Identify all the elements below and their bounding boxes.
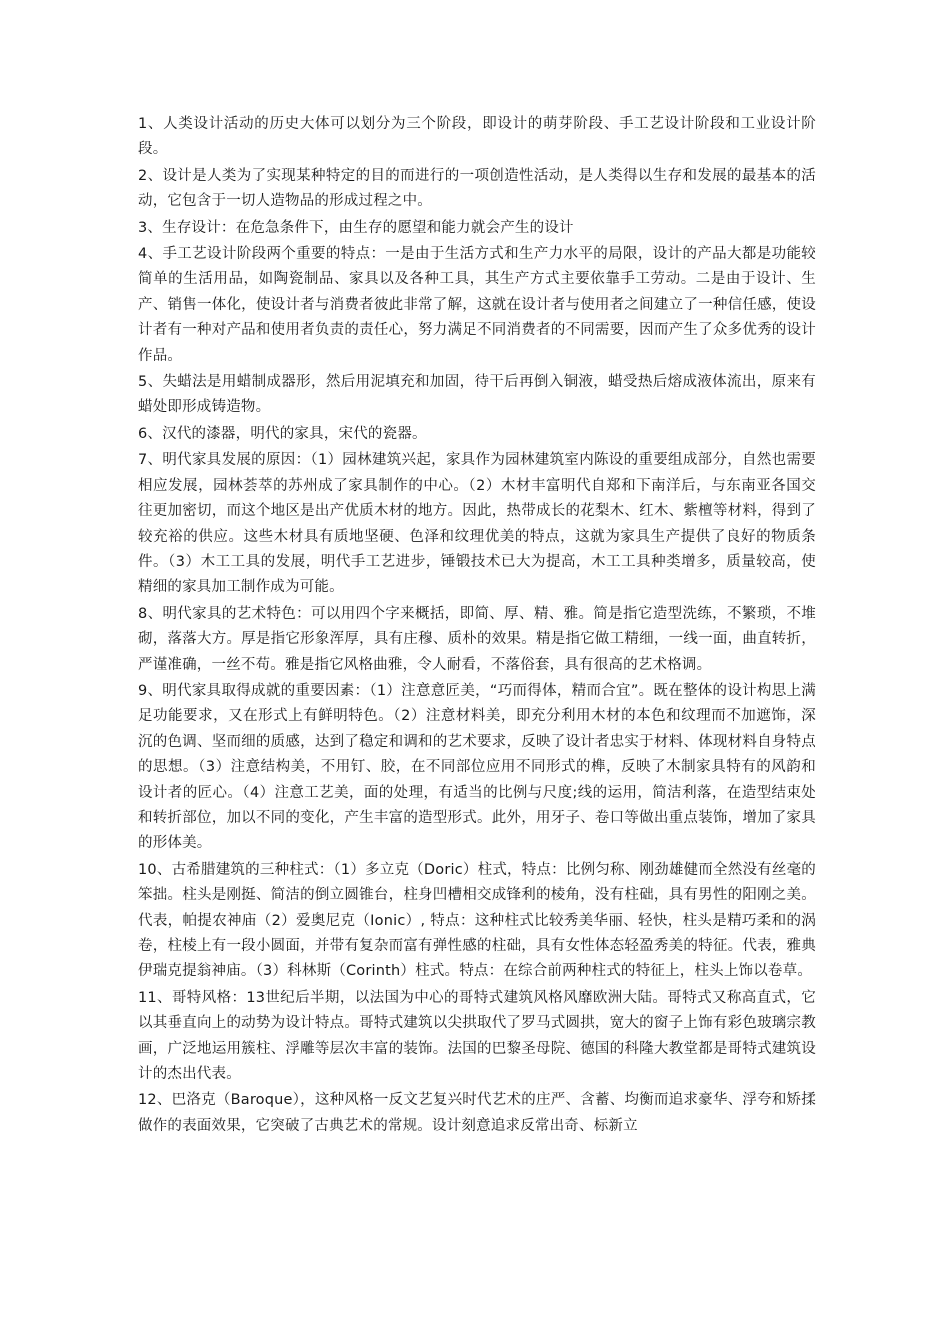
paragraph-6: 6、汉代的漆器，明代的家具，宋代的瓷器。	[138, 425, 427, 442]
paragraph-4: 4、手工艺设计阶段两个重要的特点：一是由于生活方式和生产力水平的局限，设计的产品大都是功能较简单的生活用品，如陶瓷制品、家具以及各种工具，其生产方式主要依靠手工劳动。二是由于设计、生产、销售一体化，使设计者与消费者彼此非常了解，这就在设计者与使用者之间建立了一种信任感，使设计者有一种对产品和使用者负责的责任心，努力满足不同消费者的不同需要，因而产生了众多优秀的设计作品。	[138, 246, 816, 364]
paragraph-5: 5、失蜡法是用蜡制成器形，然后用泥填充和加固，待干后再倒入铜液，蜡受热后熔成液体流出，原来有蜡处即形成铸造物。	[138, 374, 816, 416]
paragraph-10: 10、古希腊建筑的三种柱式：（1）多立克（Doric）柱式，特点：比例匀称、刚劲雄健而全然没有丝毫的笨拙。柱头是刚挺、简洁的倒立圆锥台，柱身凹槽相交成锋利的棱角，没有柱础，具有男性的阳刚之美。代表，帕提农神庙（2）爱奥尼克（Ionic）, 特点：这种柱式比较秀美华丽、轻快，柱头是精巧柔和的涡卷，柱棱上有一段小圆面，并带有复杂而富有弹性感的柱础，具有女性体态轻盈秀美的特征。代表，雅典伊瑞克提翁神庙。（3）科林斯（Corinth）柱式。特点：在综合前两种柱式的特征上，柱头上饰以卷草。	[138, 861, 816, 980]
paragraph-1: 1、人类设计活动的历史大体可以划分为三个阶段，即设计的萌芽阶段、手工艺设计阶段和工业设计阶段。	[138, 116, 816, 158]
paragraph-3: 3、生存设计：在危急条件下，由生存的愿望和能力就会产生的设计	[138, 219, 574, 236]
paragraph-12: 12、巴洛克（Baroque），这种风格一反文艺复兴时代艺术的庄严、含蓄、均衡而追求豪华、浮夸和矫揉做作的表面效果，它突破了古典艺术的常规。设计刻意追求反常出奇、标新立	[138, 1092, 816, 1134]
paragraph-9: 9、明代家具取得成就的重要因素：（1）注意意匠美，“巧而得体，精而合宜”。既在整体的设计构思上满足功能要求，又在形式上有鲜明特色。（2）注意材料美，即充分利用木材的本色和纹理而不加遮饰，深沉的色调、坚而细的质感，达到了稳定和调和的艺术要求，反映了设计者忠实于材料、体现材料自身特点的思想。（3）注意结构美，不用钉、胶，在不同部位应用不同形式的榫，反映了木制家具特有的风韵和设计者的匠心。（4）注意工艺美，面的处理，有适当的比例与尺度;线的运用，简洁利落，在造型结束处和转折部位，加以不同的变化，产生丰富的造型形式。此外，用牙子、卷口等做出重点装饰，增加了家具的形体美。	[138, 682, 816, 852]
paragraph-2: 2、设计是人类为了实现某种特定的目的而进行的一项创造性活动，是人类得以生存和发展的最基本的活动，它包含于一切人造物品的形成过程之中。	[138, 167, 816, 210]
paragraph-8: 8、明代家具的艺术特色：可以用四个字来概括，即简、厚、精、雅。简是指它造型洗练，不繁琐，不堆砌，落落大方。厚是指它形象浑厚，具有庄穆、质朴的效果。精是指它做工精细，一线一面，曲直转折，严谨准确，一丝不苟。雅是指它风格曲雅，令人耐看，不落俗套，具有很高的艺术格调。	[138, 605, 816, 673]
paragraph-11: 11、哥特风格：13世纪后半期，以法国为中心的哥特式建筑风格风靡欧洲大陆。哥特式又称高直式，它以其垂直向上的动势为设计特点。哥特式建筑以尖拱取代了罗马式圆拱，宽大的窗子上饰有彩色玻璃宗教画，广泛地运用簇柱、浮雕等层次丰富的装饰。法国的巴黎圣母院、德国的科隆大教堂都是哥特式建筑设计的杰出代表。	[138, 989, 816, 1083]
paragraph-7: 7、明代家具发展的原因：（1）园林建筑兴起，家具作为园林建筑室内陈设的重要组成部分，自然也需要相应发展，园林荟萃的苏州成了家具制作的中心。（2）木材丰富明代自郑和下南洋后，与东南亚各国交往更加密切，而这个地区是出产优质木材的地方。因此，热带成长的花梨木、红木、紫檀等材料，得到了较充裕的供应。这些木材具有质地坚硬、色泽和纹理优美的特点，这就为家具生产提供了良好的物质条件。（3）木工工具的发展，明代手工艺进步，锤锻技术已大为提高，木工工具种类增多，质量较高，使精细的家具加工制作成为可能。	[138, 452, 816, 596]
